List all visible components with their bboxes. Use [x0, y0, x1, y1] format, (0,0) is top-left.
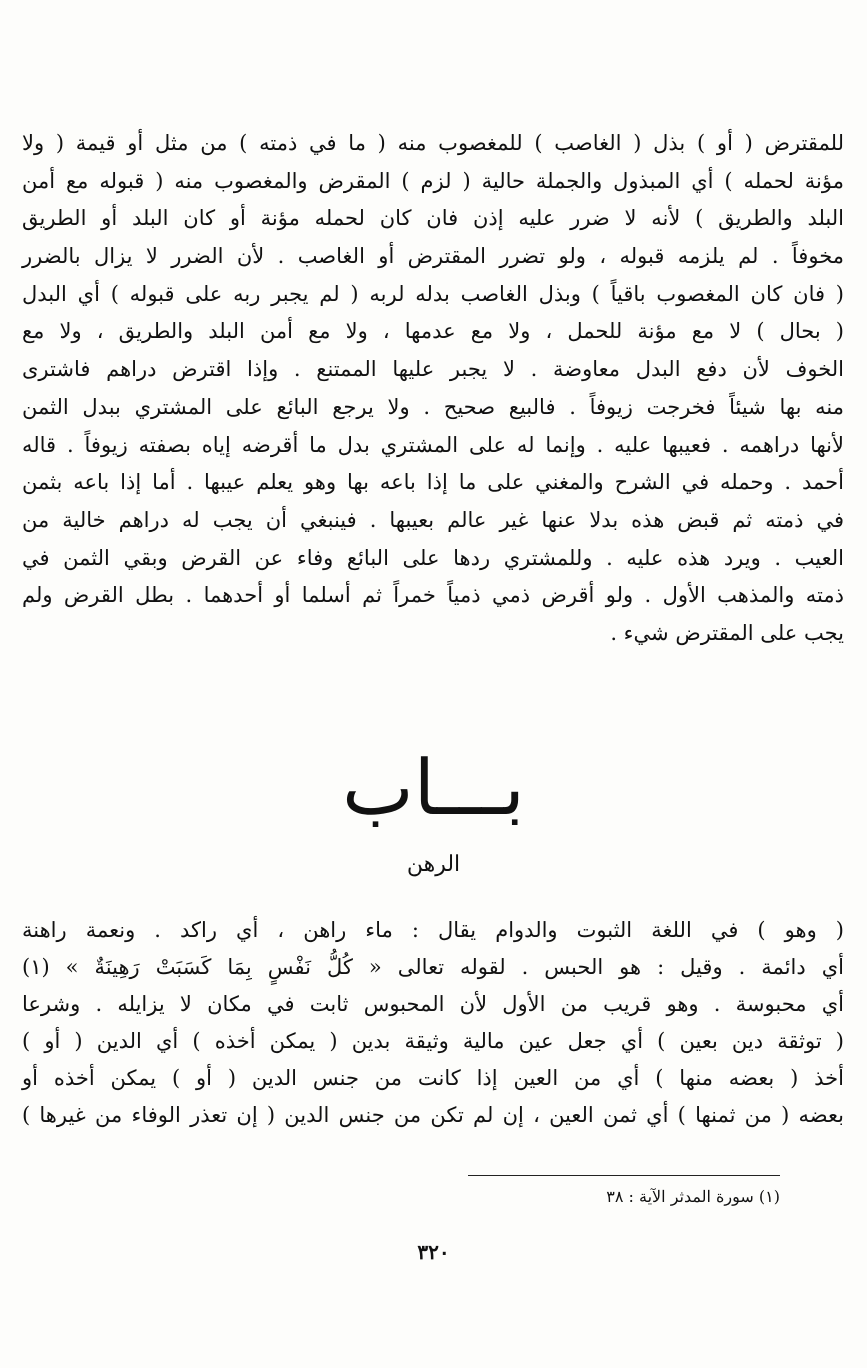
- section-line: أخذ ( بعضه منها ) أي من العين إذا كانت من جنس الدين ( أو ) يمكن أخذه أو: [22, 1066, 844, 1090]
- body-paragraph: [22, 125, 844, 653]
- body-line: يجب على المقترض شيء .: [610, 620, 844, 645]
- section-text-block: [22, 912, 844, 1134]
- body-line: للمقترض ( أو ) بذل ( الغاصب ) للمغصوب منه ( ما في ذمته ) من مثل أو قيمة ( ولا: [22, 131, 844, 155]
- section-paragraph: [22, 912, 844, 1134]
- section-line: ( توثقة دين بعين ) أي جعل عين مالية وثيقة بدين ( يمكن أخذه ) أي الدين ( أو ): [22, 1029, 844, 1053]
- section-line: بعضه ( من ثمنها ) أي ثمن العين ، إن لم تكن من جنس الدين ( إن تعذر الوفاء من غيرها ): [22, 1103, 844, 1127]
- body-line: البلد والطريق ) لأنه لا ضرر عليه إذن فان كان لحمله مؤنة أو كان البلد أو الطريق: [22, 206, 844, 231]
- body-line: منه بها شيئاً فخرجت زيوفاً . فالبيع صحيح . ولا يرجع البائع على المشتري ببدل الثمن: [22, 394, 844, 419]
- body-line: ( بحال ) لا مع مؤنة للحمل ، ولا مع عدمها ، ولا مع أمن البلد والطريق ، ولا مع: [22, 319, 844, 344]
- page-number: ٣٢٠: [417, 1240, 450, 1264]
- body-line: ذمته والمذهب الأول . ولو أقرض ذمي ذمياً خمراً ثم أسلما أو أحدهما . بطل القرض ولم: [22, 583, 844, 608]
- chapter-title: بـــاب: [342, 743, 525, 832]
- footnote: (١) سورة المدثر الآية : ٣٨: [606, 1187, 780, 1206]
- section-line: ( وهو ) في اللغة الثبوت والدوام يقال : ماء راهن ، أي راكد . ونعمة راهنة: [22, 918, 844, 942]
- body-line: لأنها دراهمه . فعيبها عليه . وإنما له على المشتري بدل ما أقرضه إياه بصفته زيوفاً . قاله: [22, 432, 844, 457]
- section-line: أي محبوسة . وهو قريب من الأول لأن المحبوس ثابت في مكان لا يزايله . وشرعا: [22, 992, 844, 1016]
- footnote-divider: [468, 1175, 780, 1176]
- body-line: ( فان كان المغصوب باقياً ) وبذل الغاصب بدله لربه ( لم يجبر ربه على قبوله ) أي البدل: [22, 281, 844, 306]
- body-line: أحمد . وحمله في الشرح والمغني على ما إذا باعه بها وهو يعلم عيبها . أما إذا باعه بثمن: [22, 470, 844, 495]
- body-line: في ذمته ثم قبض هذه بدلا عنها غير عالم بعيبها . فينبغي أن يجب له دراهم خالية من: [22, 507, 844, 532]
- body-line: مؤنة لحمله ) أي المبذول والجملة حالية ( لزم ) المقرض والمغصوب منه ( قبوله مع أمن: [22, 168, 844, 193]
- body-line: الخوف لأن دفع البدل معاوضة . لا يجبر عليها الممتنع . وإذا اقترض دراهم فاشترى: [22, 357, 844, 382]
- section-line: أي دائمة . وقيل : هو الحبس . لقوله تعالى « كُلُّ نَفْسٍ بِمَا كَسَبَتْ رَهِينَةٌ » (١): [22, 955, 844, 979]
- main-text-block: [22, 125, 844, 653]
- chapter-subtitle: الرهن: [406, 852, 461, 877]
- body-line: العيب . ويرد هذه عليه . وللمشتري ردها على البائع وفاء عن القرض وبقي الثمن في: [22, 545, 844, 570]
- body-line: مخوفاً . لم يلزمه قبوله ، ولو تضرر المقترض أو الغاصب . لأن الضرر لا يزال بالضرر: [22, 244, 844, 269]
